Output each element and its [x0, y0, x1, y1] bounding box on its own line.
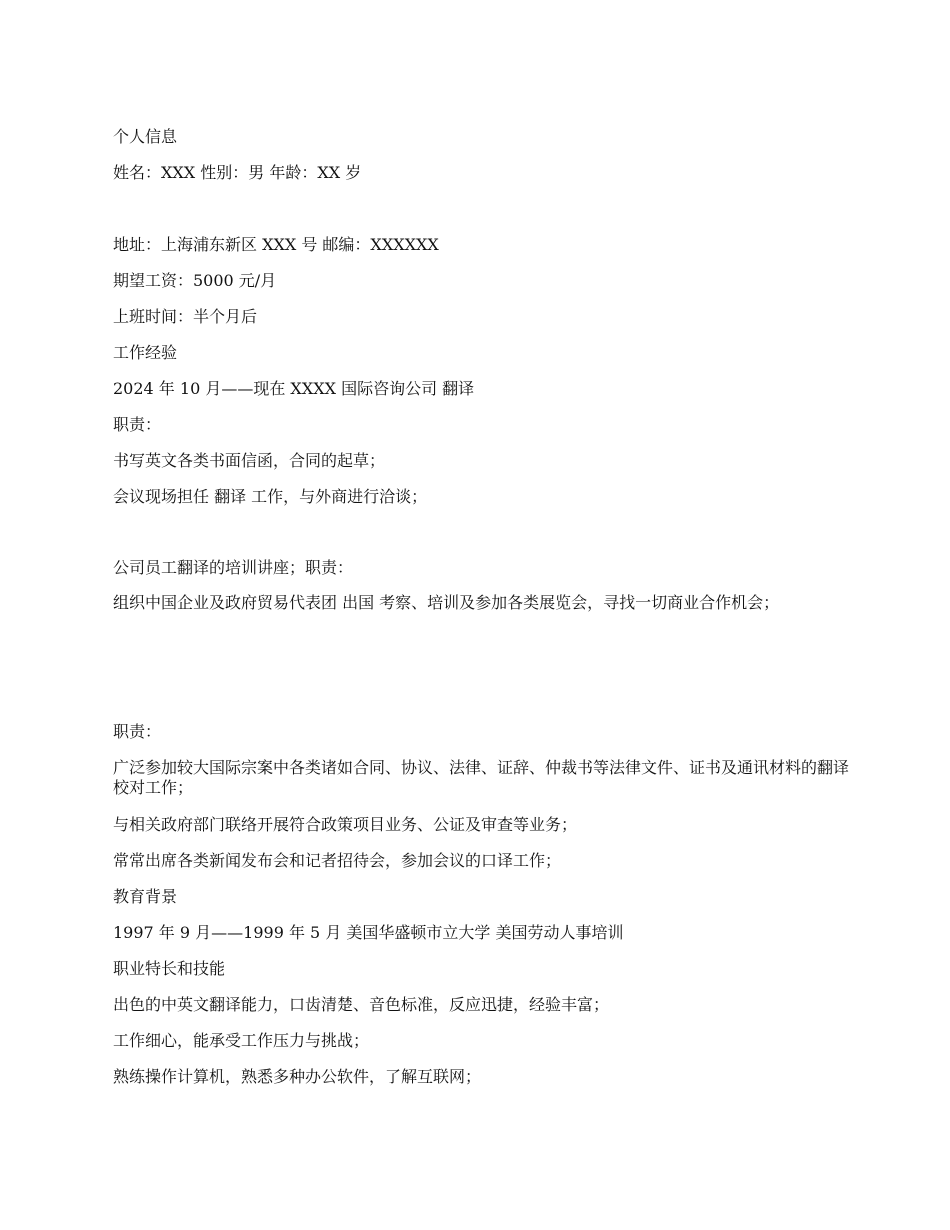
skill-item: 熟练操作计算机，熟悉多种办公软件，了解互联网； — [113, 1067, 482, 1086]
heading-education: 教育背景 — [113, 887, 178, 906]
expected-salary: 期望工资：5000 元/月 — [113, 271, 277, 290]
heading-work-experience: 工作经验 — [113, 343, 178, 362]
duty-item: 与相关政府部门联络开展符合政策项目业务、公证及审查等业务； — [113, 815, 578, 834]
duties-label: 职责： — [113, 415, 162, 434]
duty-item: 组织中国企业及政府贸易代表团 出国 考察、培训及参加各类展览会，寻找一切商业合作机会； — [113, 593, 780, 612]
heading-skills: 职业特长和技能 — [113, 959, 226, 978]
job-entry: 2024 年 10 月——现在 XXXX 国际咨询公司 翻译 — [113, 379, 475, 398]
skill-item: 出色的中英文翻译能力，口齿清楚、音色标准，反应迅捷，经验丰富； — [113, 995, 610, 1014]
skill-item: 工作细心，能承受工作压力与挑战； — [113, 1031, 370, 1050]
duty-item: 公司员工翻译的培训讲座；职责： — [113, 558, 354, 577]
duties-label: 职责： — [113, 722, 162, 741]
name-gender-age: 姓名：XXX 性别：男 年龄：XX 岁 — [113, 163, 362, 182]
duty-item: 常常出席各类新闻发布会和记者招待会，参加会议的口译工作； — [113, 851, 562, 870]
start-time: 上班时间：半个月后 — [113, 307, 258, 326]
address-postcode: 地址：上海浦东新区 XXX 号 邮编：XXXXXX — [113, 235, 439, 254]
duty-item: 广泛参加较大国际宗案中各类诸如合同、协议、法律、证辞、仲裁书等法律文件、证书及通讯材料的翻译校对工作； — [113, 758, 850, 797]
heading-personal-info: 个人信息 — [113, 127, 178, 146]
education-entry: 1997 年 9 月——1999 年 5 月 美国华盛顿市立大学 美国劳动人事培训 — [113, 923, 624, 942]
duty-item: 会议现场担任 翻译 工作，与外商进行洽谈； — [113, 487, 428, 506]
duty-item: 书写英文各类书面信函，合同的起草； — [113, 451, 386, 470]
